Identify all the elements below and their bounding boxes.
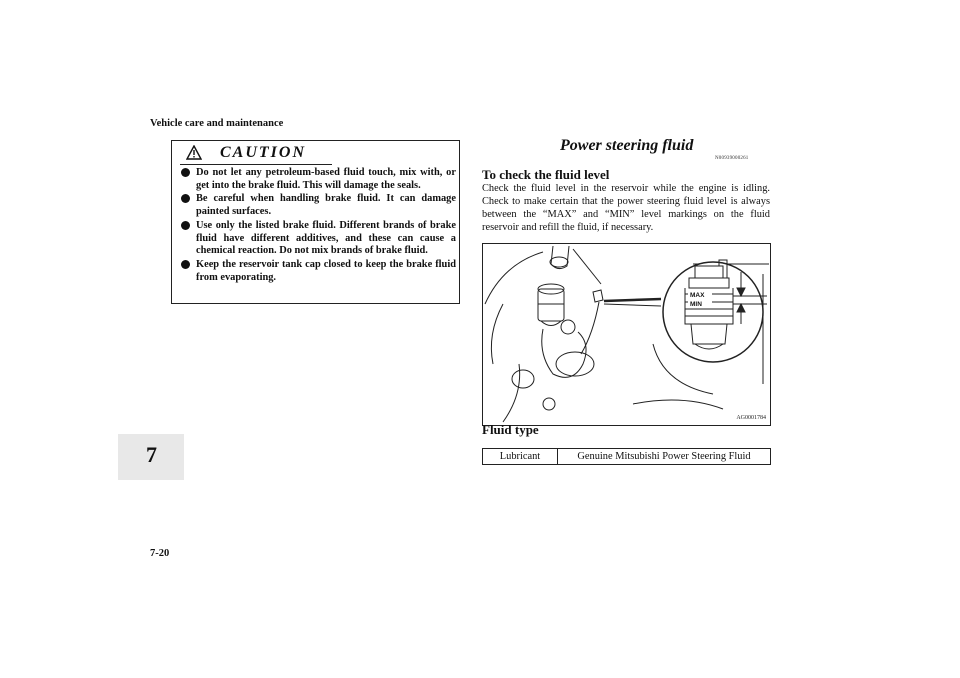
caution-item-text: Do not let any petroleum-based fluid touch, mix with, or get into the brake fluid. This will damage the seals. [196, 167, 456, 191]
caution-box [171, 140, 460, 304]
caution-item [181, 167, 456, 193]
section-header: Vehicle care and maintenance [150, 118, 284, 129]
fluid-type-table [482, 448, 771, 465]
section-code: N00939000261 [715, 156, 749, 161]
caution-title: CAUTION [220, 144, 307, 161]
caution-item-text: Use only the listed brake fluid. Different brands of brake fluid have different additives, and these can cause a chemical reaction. Do not mix brands of brake fluid. [196, 219, 456, 257]
bullet-icon [181, 221, 190, 230]
reservoir-illustration [482, 243, 771, 426]
instruction-paragraph: Check the fluid level in the reservoir while the engine is idling. Check to make certain that the power steering fluid level is always between the “MAX” and “MIN” level markings on the fluid reservoir and refill the fluid, if necessary. [482, 183, 770, 233]
page-number: 7-20 [150, 548, 170, 559]
warning-icon [186, 145, 202, 160]
table-cell-label: Lubricant [483, 449, 558, 465]
section-title: Power steering fluid [560, 137, 694, 154]
caution-item [181, 259, 456, 285]
caution-item [181, 193, 456, 219]
bullet-icon [181, 194, 190, 203]
chapter-number: 7 [146, 442, 157, 467]
subheading-check-fluid: To check the fluid level [482, 167, 610, 182]
caution-item [181, 220, 456, 259]
bullet-icon [181, 260, 190, 269]
engine-bay-drawing [483, 244, 770, 425]
chapter-tab [118, 434, 184, 480]
caution-item-text: Keep the reservoir tank cap closed to keep the brake fluid from evaporating. [196, 258, 456, 283]
caution-item-text: Be careful when handling brake fluid. It can damage painted surfaces. [196, 193, 456, 218]
caution-list [181, 167, 456, 285]
max-label: MAX [690, 292, 705, 299]
caution-header [180, 144, 332, 162]
subheading-fluid-type: Fluid type [482, 422, 539, 437]
figure-id: AG0001784 [736, 415, 766, 421]
table-row [483, 449, 771, 465]
min-label: MIN [690, 301, 702, 308]
bullet-icon [181, 168, 190, 177]
table-cell-value: Genuine Mitsubishi Power Steering Fluid [558, 449, 771, 465]
